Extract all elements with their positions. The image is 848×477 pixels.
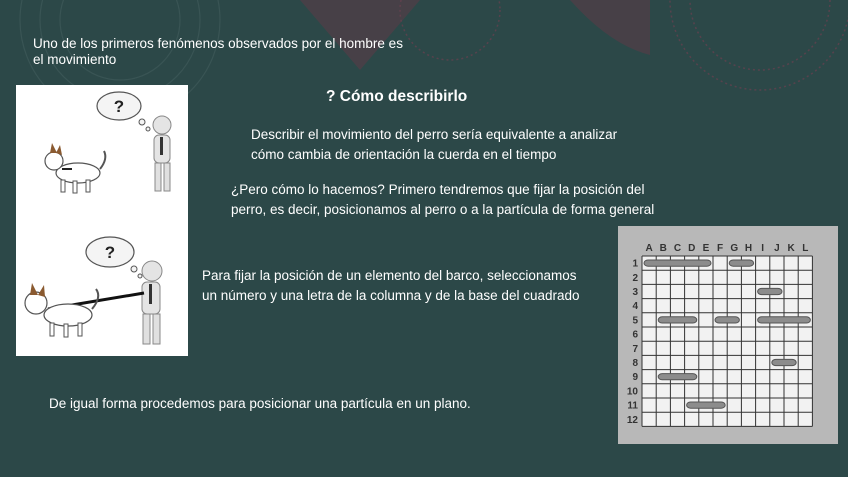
grid-row-label: 7 [632, 343, 638, 355]
fix-text-line2: un número y una letra de la columna y de la base del cuadrado [202, 288, 580, 303]
dog-illustration-top [16, 85, 188, 205]
ship-icon [772, 359, 796, 365]
ship-icon [715, 317, 739, 323]
grid-column-label: F [717, 243, 724, 254]
grid-column-label: E [702, 243, 710, 254]
grid-row-label: 6 [632, 329, 638, 341]
ship-icon [658, 374, 697, 380]
grid-column-label: D [688, 243, 696, 254]
grid-row-label: 2 [632, 272, 638, 284]
question-text-line1: ¿Pero cómo lo hacemos? Primero tendremos que fijar la posición del [231, 182, 645, 197]
bubble-question-mark: ? [113, 97, 125, 116]
describe-text-line1: Describir el movimiento del perro sería equivalente a analizar [251, 127, 618, 142]
ship-icon [644, 260, 711, 266]
fix-text-line1: Para fijar la posición de un elemento del barco, seleccionamos [202, 268, 577, 283]
ship-icon [687, 402, 726, 408]
describe-text-line2: cómo cambia de orientación la cuerda en el tiempo [251, 147, 557, 162]
grid-column-label: L [802, 243, 809, 254]
grid-row-label: 1 [632, 258, 638, 270]
ship-icon [758, 317, 811, 323]
slide-heading: ? Cómo describirlo [326, 88, 468, 105]
grid-column-label: B [659, 243, 667, 254]
grid-column-label: J [774, 243, 780, 254]
grid-column-label: I [761, 243, 765, 254]
grid-row-label: 4 [632, 301, 638, 313]
grid-column-label: G [730, 243, 739, 254]
grid-row-label: 5 [632, 315, 638, 327]
grid-column-label: C [673, 243, 682, 254]
ship-icon [658, 317, 697, 323]
grid-row-label: 3 [632, 287, 638, 298]
grid-row-label: 11 [627, 400, 638, 412]
grid-column-label: A [645, 243, 653, 254]
dog-illustration-bottom [16, 205, 188, 356]
conclusion-text: De igual forma procedemos para posicionar una partícula en un plano. [49, 396, 471, 411]
battleship-grid [618, 226, 838, 444]
grid-column-label: K [787, 243, 795, 254]
grid-row-label: 10 [626, 386, 638, 398]
grid-column-label: H [744, 243, 753, 254]
intro-text-line2: el movimiento [33, 52, 117, 67]
intro-text-line1: Uno de los primeros fenómenos observados por el hombre es [33, 36, 403, 51]
grid-row-label: 12 [626, 414, 638, 426]
grid-row-label: 8 [632, 358, 638, 369]
ship-icon [729, 260, 753, 266]
bubble-question-mark: ? [104, 243, 116, 262]
ship-icon [758, 288, 782, 294]
grid-row-label: 9 [632, 372, 638, 384]
question-text-line2: perro, es decir, posicionamos al perro o a la partícula de forma general [231, 202, 655, 217]
